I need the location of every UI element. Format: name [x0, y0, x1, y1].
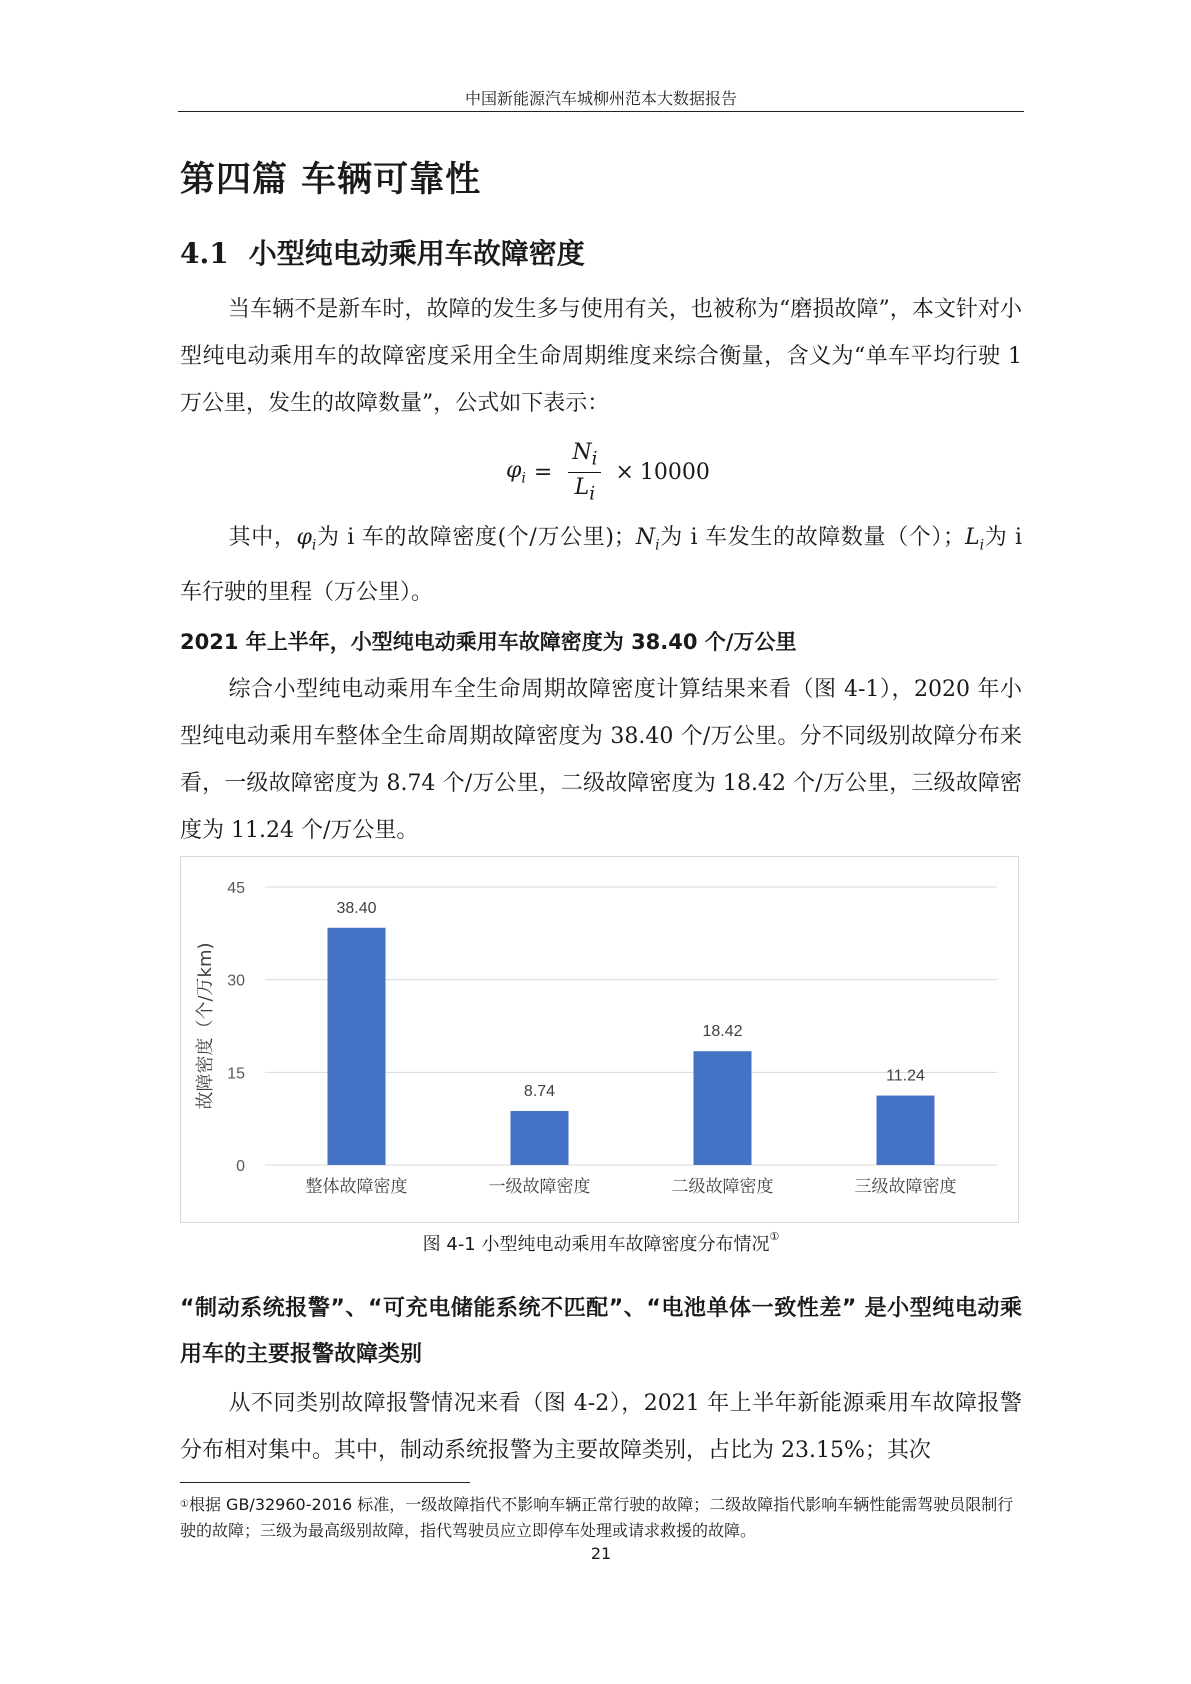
y-tick-label: 30	[227, 972, 245, 990]
chart-canvas	[181, 857, 1018, 1222]
x-tick-label: 一级故障密度	[488, 1177, 591, 1197]
bar	[694, 1051, 752, 1165]
bar	[877, 1096, 935, 1165]
data-label: 18.42	[702, 1023, 743, 1041]
formula-denominator: $L_i$	[574, 474, 596, 504]
footnote-rule	[180, 1482, 470, 1483]
data-label: 38.40	[336, 899, 377, 917]
x-tick-label: 二级故障密度	[671, 1177, 774, 1197]
footnote-mark: ①	[180, 1499, 189, 1510]
footnote-ref: ①	[769, 1230, 780, 1243]
alarm-heading: “制动系统报警”、“可充电储能系统不匹配”、“电池单体一致性差” 是小型纯电动乘用车的主要报警故障类别	[180, 1296, 1022, 1367]
density-formula	[506, 440, 710, 504]
page-number: 21	[590, 1544, 612, 1563]
header-rule	[178, 111, 1024, 112]
footnote-text: 根据 GB/32960-2016 标准，一级故障指代不影响车辆正常行驶的故障；二级故障指代影响车辆性能需驾驶员限制行驶的故障；三级为最高级别故障，指代驾驶员应立即停车处理或请求救援的故障。	[180, 1495, 1014, 1540]
data-label: 8.74	[523, 1083, 556, 1101]
formula-fraction	[568, 440, 601, 504]
alarm-paragraph: 从不同类别故障报警情况来看（图 4-2），2021 年上半年新能源乘用车故障报警分布相对集中。其中，制动系统报警为主要故障类别，占比为 23.15%；其次	[180, 1391, 1022, 1463]
y-axis-title: 故障密度（个/万km)	[195, 942, 216, 1110]
x-tick-label: 整体故障密度	[305, 1177, 408, 1197]
density-subheading: 2021 年上半年，小型纯电动乘用车故障密度为 38.40 个/万公里	[180, 630, 797, 654]
x-tick-label: 三级故障密度	[854, 1177, 957, 1197]
analysis-paragraph: 综合小型纯电动乘用车全生命周期故障密度计算结果来看（图 4-1），2020 年小型纯电动乘用车整体全生命周期故障密度为 38.40 个/万公里。分不同级别故障分布来看，一级故障密度为 8.74 个/万公里，二级故障密度为 18.42 个/万公里，三级故障密度为 11.24 个/万公里。	[180, 677, 1022, 843]
section-number: 4.1	[180, 237, 229, 270]
formula-equals: =	[533, 459, 553, 485]
formula-factor: 10000	[639, 459, 710, 485]
figure-caption: 图 4-1 小型纯电动乘用车故障密度分布情况①	[422, 1230, 780, 1255]
intro-paragraph	[180, 286, 1022, 427]
intro-text: 当车辆不是新车时，故障的发生多与使用有关，也被称为“磨损故障”，本文针对小型纯电动乘用车的故障密度采用全生命周期维度来综合衡量，含义为“单车平均行驶 1 万公里，发生的故障数量”，公式如下表示：	[180, 297, 1022, 416]
formula-numerator: $N_i$	[568, 440, 601, 472]
formula-lhs: $\varphi_i$	[506, 457, 526, 487]
y-tick-label: 45	[227, 880, 245, 897]
fault-density-chart	[180, 856, 1019, 1223]
bar	[328, 928, 386, 1165]
data-label: 11.24	[886, 1067, 925, 1085]
section-title-text: 小型纯电动乘用车故障密度	[248, 237, 585, 270]
y-tick-label: 0	[236, 1158, 245, 1175]
running-header: 中国新能源汽车城柳州范本大数据报告	[464, 89, 737, 108]
footnote	[180, 1492, 1022, 1544]
chapter-title: 第四篇 车辆可靠性	[180, 160, 482, 200]
formula-times: ×	[615, 459, 634, 485]
formula-explanation: 其中，$\varphi_i$为 i 车的故障密度(个/万公里)；$N_i$为 i 车发生的故障数量（个）；$L_i$为 i 车行驶的里程（万公里）。	[180, 525, 1022, 606]
y-tick-label: 15	[227, 1065, 245, 1083]
bar	[511, 1111, 569, 1165]
section-title	[180, 232, 585, 272]
